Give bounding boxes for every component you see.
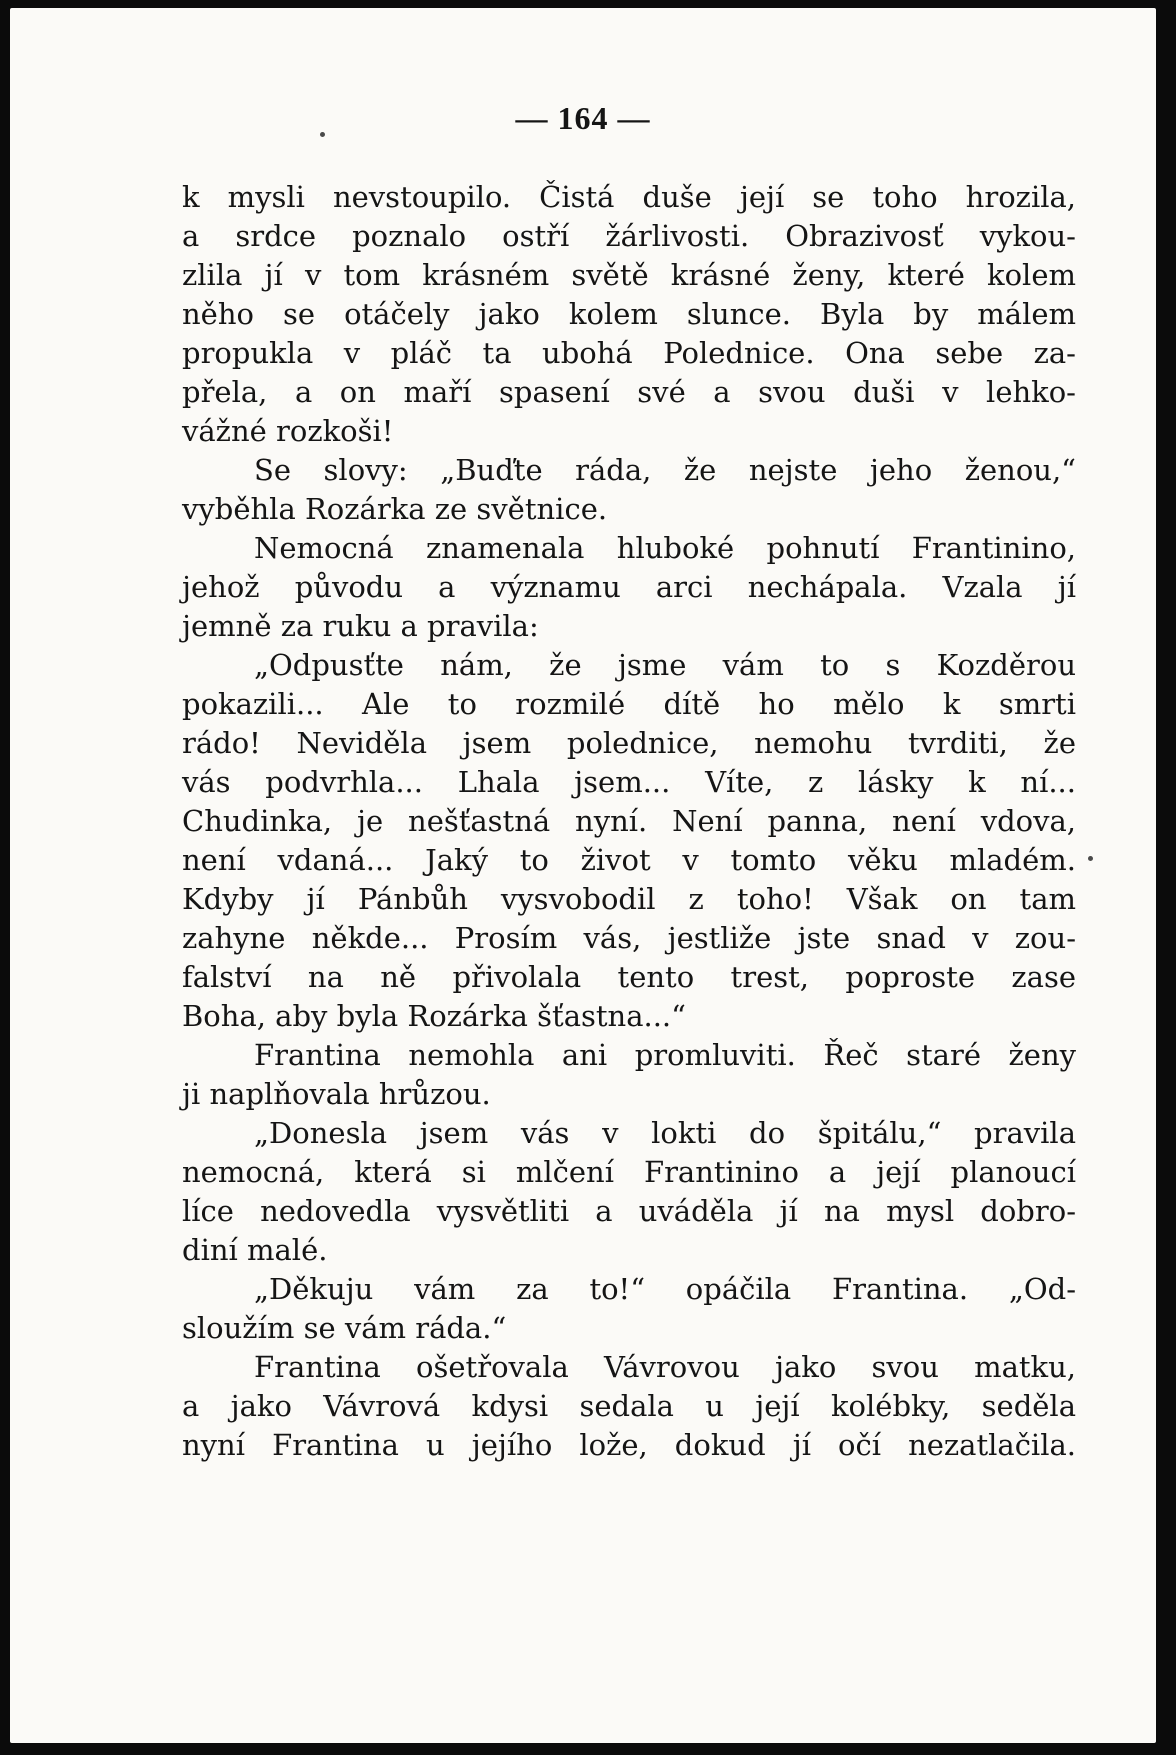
paragraph [182, 451, 1076, 529]
text-line: zlila jí v tom krásném světě krásné ženy, které kolem [182, 258, 1076, 292]
text-line: jehož původu a významu arci nechápala. Vzala jí [182, 570, 1076, 604]
text-line: diní malé. [182, 1233, 328, 1267]
paragraph [182, 1270, 1076, 1348]
text-line: „Děkuju vám za to!“ opáčila Frantina. „Od- [254, 1272, 1076, 1306]
text-line: vyběhla Rozárka ze světnice. [182, 492, 608, 526]
paragraph [182, 178, 1076, 451]
text-line: rádo! Neviděla jsem polednice, nemohu tvrditi, že [182, 726, 1076, 760]
text-line: „Odpusťte nám, že jsme vám to s Kozděrou [254, 648, 1076, 682]
text-line: Nemocná znamenala hluboké pohnutí Frantinino, [254, 531, 1076, 565]
text-line: přela, a on maří spasení své a svou duši v lehko- [182, 375, 1076, 409]
text-line: ji naplňovala hrůzou. [182, 1077, 491, 1111]
text-line: vážné rozkoši! [182, 414, 394, 448]
text-line: a jako Vávrová kdysi sedala u její kolébky, seděla [182, 1389, 1076, 1423]
text-line: k mysli nevstoupilo. Čistá duše její se toho hrozila, [182, 180, 1076, 214]
text-line: něho se otáčely jako kolem slunce. Byla by málem [182, 297, 1076, 331]
body-text [182, 178, 1076, 1465]
text-line: sloužím se vám ráda.“ [182, 1311, 507, 1345]
paragraph [182, 529, 1076, 646]
paragraph [182, 646, 1076, 1036]
paragraph [182, 1348, 1076, 1465]
scan-speck [1088, 856, 1093, 861]
scan-speck [320, 132, 325, 137]
text-line: Frantina ošetřovala Vávrovou jako svou matku, [254, 1350, 1076, 1384]
text-line: pokazili... Ale to rozmilé dítě ho mělo k smrti [182, 687, 1076, 721]
text-line: falství na ně přivolala tento trest, poproste zase [182, 960, 1076, 994]
text-line: Se slovy: „Buďte ráda, že nejste jeho ženou,“ [254, 453, 1076, 487]
text-line: jemně za ruku a pravila: [182, 609, 539, 643]
text-line: Kdyby jí Pánbůh vysvobodil z toho! Však on tam [182, 882, 1076, 916]
text-line: Boha, aby byla Rozárka šťastna...“ [182, 999, 686, 1033]
text-line: Frantina nemohla ani promluviti. Řeč staré ženy [254, 1038, 1076, 1072]
page-number: — 164 — [515, 100, 651, 136]
text-line: Chudinka, je nešťastná nyní. Není panna, není vdova, [182, 804, 1076, 838]
text-line: nyní Frantina u jejího lože, dokud jí očí nezatlačila. [182, 1428, 1076, 1462]
book-page [10, 8, 1156, 1743]
paragraph [182, 1114, 1076, 1270]
text-line: „Donesla jsem vás v lokti do špitálu,“ pravila [254, 1116, 1076, 1150]
text-line: vás podvrhla... Lhala jsem... Víte, z lásky k ní... [182, 765, 1076, 799]
text-line: zahyne někde... Prosím vás, jestliže jste snad v zou- [182, 921, 1076, 955]
text-line: a srdce poznalo ostří žárlivosti. Obrazivosť vykou- [182, 219, 1076, 253]
text-line: propukla v pláč ta ubohá Polednice. Ona sebe za- [182, 336, 1076, 370]
text-line: není vdaná... Jaký to život v tomto věku mladém. [182, 843, 1076, 877]
text-line: líce nedovedla vysvětliti a uváděla jí na mysl dobro- [182, 1194, 1076, 1228]
text-line: nemocná, která si mlčení Frantinino a její planoucí [182, 1155, 1076, 1189]
paragraph [182, 1036, 1076, 1114]
